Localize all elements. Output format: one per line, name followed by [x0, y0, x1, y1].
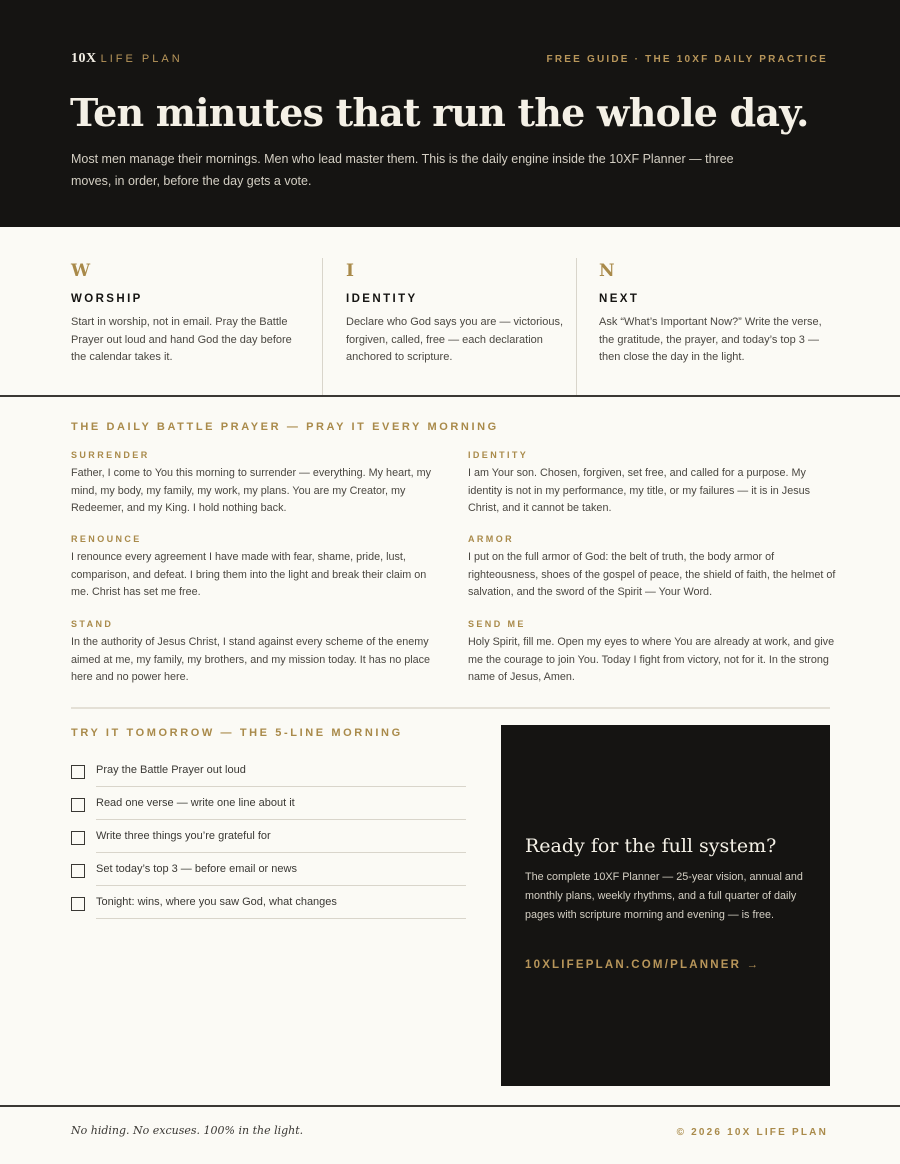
writing-line	[96, 819, 466, 820]
footer-copyright: © 2026 10X LIFE PLAN	[676, 1127, 828, 1138]
writing-line	[96, 918, 466, 919]
prayer-heading: ARMOR	[468, 534, 514, 544]
win-letter: N	[599, 261, 615, 281]
checklist-item[interactable]	[71, 861, 466, 895]
prayer-heading: SURRENDER	[71, 450, 150, 460]
win-description: Ask “What’s Important Now?” Write the verse, the gratitude, the prayer, and today’s top 3 — then close the day in the light.	[599, 316, 822, 363]
prayer-identity	[468, 450, 838, 518]
writing-line	[96, 852, 466, 853]
brand-logo	[71, 51, 183, 67]
win-letter: W	[71, 261, 91, 281]
win-description: Declare who God says you are — victorious, forgiven, called, free — each declaration anchored to scripture.	[346, 316, 564, 363]
checklist-title: TRY IT TOMORROW — THE 5-LINE MORNING	[71, 727, 403, 739]
prayer-heading: STAND	[71, 619, 114, 629]
brand-mark: 10X	[71, 51, 97, 66]
prayer-heading: IDENTITY	[468, 450, 529, 460]
planner-cta-panel	[501, 725, 830, 1086]
prayer-armor	[468, 534, 838, 602]
prayer-send-me	[468, 619, 838, 687]
checklist-label: Read one verse — write one line about it	[96, 797, 295, 809]
checkbox[interactable]	[71, 765, 85, 779]
brand-name: LIFE PLAN	[100, 53, 183, 65]
page-title: Ten minutes that run the whole day.	[70, 90, 809, 135]
win-heading: NEXT	[599, 293, 640, 305]
win-column-next	[576, 258, 830, 395]
prayer-renounce	[71, 534, 441, 602]
checkbox[interactable]	[71, 798, 85, 812]
cta-description: The complete 10XF Planner — 25-year vision, annual and monthly plans, weekly rhythms, and a full quarter of daily pages with scripture morning and evening — is free.	[525, 871, 803, 921]
checklist-label: Pray the Battle Prayer out loud	[96, 764, 246, 776]
section-divider	[0, 395, 900, 397]
checkbox[interactable]	[71, 831, 85, 845]
prayer-text: In the authority of Jesus Christ, I stand against every scheme of the enemy aimed at me, my family, my brothers, and my mission today. It has no place here and no power here.	[71, 636, 431, 683]
prayer-section-title: THE DAILY BATTLE PRAYER — PRAY IT EVERY MORNING	[71, 421, 499, 433]
footer-divider	[0, 1105, 900, 1107]
prayer-surrender	[71, 450, 441, 518]
checklist-label: Write three things you’re grateful for	[96, 830, 271, 842]
win-column-worship	[71, 258, 321, 395]
writing-line	[96, 885, 466, 886]
planner-link[interactable]: 10XLIFEPLAN.COM/PLANNER →	[525, 959, 761, 971]
prayer-heading: SEND ME	[468, 619, 526, 629]
section-divider-light	[71, 707, 830, 709]
checklist-item[interactable]	[71, 762, 466, 796]
footer-motto: No hiding. No excuses. 100% in the light.	[71, 1124, 304, 1137]
checklist-label: Tonight: wins, where you saw God, what changes	[96, 896, 337, 908]
prayer-text: I am Your son. Chosen, forgiven, set free, and called for a purpose. My identity is not in my performance, my title, or my failures — it is in Jesus Christ, and it cannot be taken.	[468, 467, 811, 514]
page-subtitle: Most men manage their mornings. Men who lead master them. This is the daily engine inside the 10XF Planner — three moves, in order, before the day gets a vote.	[71, 152, 734, 188]
win-column-identity	[322, 258, 576, 395]
checklist-item[interactable]	[71, 795, 466, 829]
checklist-item[interactable]	[71, 894, 466, 928]
win-letter: I	[346, 261, 354, 281]
prayer-stand	[71, 619, 441, 687]
writing-line	[96, 786, 466, 787]
hero-tagline: FREE GUIDE · THE 10XF DAILY PRACTICE	[546, 54, 828, 65]
win-heading: WORSHIP	[71, 293, 143, 305]
prayer-text: Holy Spirit, fill me. Open my eyes to where You are already at work, and give me the courage to join You. Today I fight from victory, not for it. In the strong name of Jesus, Amen.	[468, 636, 835, 683]
checkbox[interactable]	[71, 897, 85, 911]
cta-title: Ready for the full system?	[525, 835, 777, 857]
prayer-heading: RENOUNCE	[71, 534, 142, 544]
checklist-label: Set today’s top 3 — before email or news	[96, 863, 297, 875]
prayer-text: I renounce every agreement I have made with fear, shame, pride, lust, comparison, and defeat. I bring them into the light and break their claim on me. Christ has set me free.	[71, 551, 427, 598]
win-heading: IDENTITY	[346, 293, 418, 305]
checkbox[interactable]	[71, 864, 85, 878]
prayer-text: I put on the full armor of God: the belt of truth, the body armor of righteousness, shoes of the gospel of peace, the shield of faith, the helmet of salvation, and the sword of the Spirit — Your Word.	[468, 551, 836, 598]
checklist-item[interactable]	[71, 828, 466, 862]
prayer-text: Father, I come to You this morning to surrender — everything. My heart, my mind, my body, my family, my work, my plans. You are my Creator, my Redeemer, and my King. I hold nothing back.	[71, 467, 432, 514]
hero-banner	[0, 0, 900, 227]
win-description: Start in worship, not in email. Pray the Battle Prayer out loud and hand God the day before the calendar takes it.	[71, 316, 292, 363]
